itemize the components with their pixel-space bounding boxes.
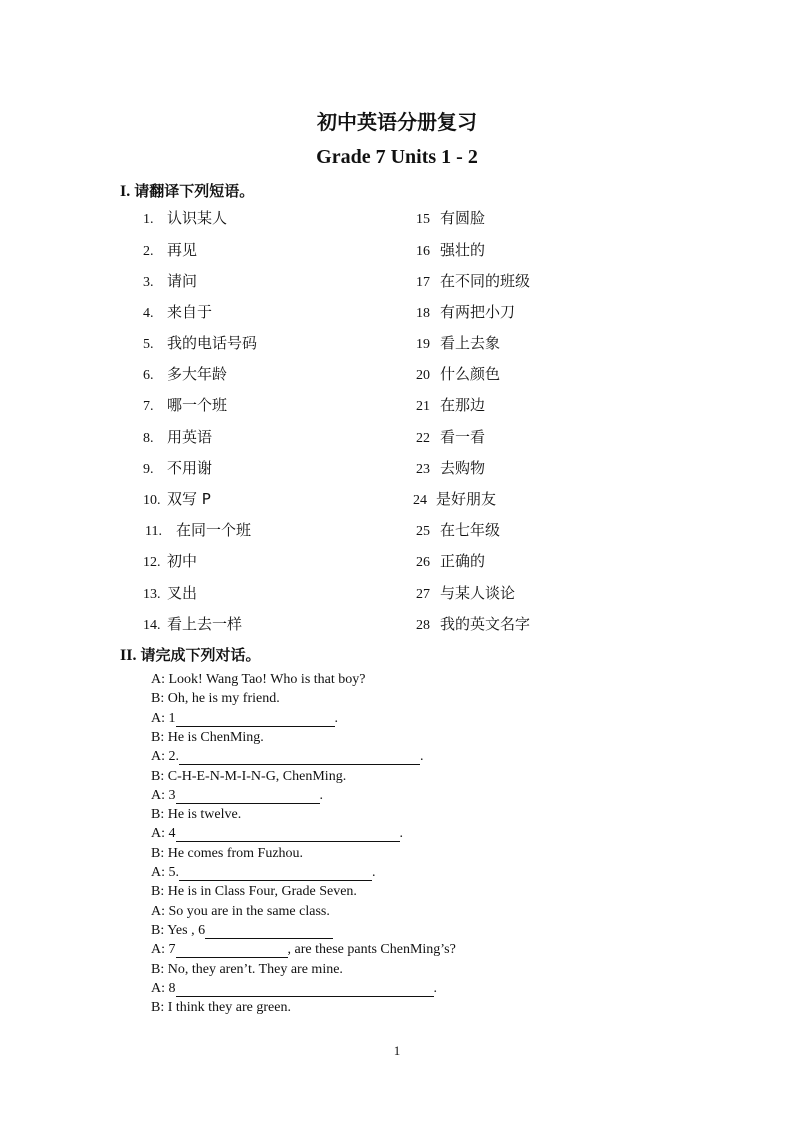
right-item xyxy=(416,267,530,291)
right-item xyxy=(416,610,530,634)
item-phrase: 来自于 xyxy=(167,303,213,321)
dialogue-text: B: C-H-E-N-M-I-N-G, ChenMing. xyxy=(151,768,347,784)
dialogue-blank[interactable] xyxy=(205,924,333,939)
item-phrase: 什么颜色 xyxy=(440,365,501,383)
dialogue-text-tail: . xyxy=(433,980,437,996)
dialogue-blank[interactable] xyxy=(176,827,400,842)
item-phrase: 有两把小刀 xyxy=(440,303,516,321)
item-phrase: 强壮的 xyxy=(440,241,486,259)
item-number: 25 xyxy=(416,524,430,539)
item-phrase: 用英语 xyxy=(167,428,213,446)
section-2-text: 请完成下列对话。 xyxy=(140,646,261,664)
left-item xyxy=(143,267,197,291)
dialogue-line xyxy=(151,669,365,688)
item-number: 22 xyxy=(416,431,430,446)
dialogue-line xyxy=(151,997,291,1016)
right-item xyxy=(416,516,500,540)
dialogue-text: B: Oh, he is my friend. xyxy=(151,691,280,707)
dialogue-text: B: No, they aren’t. They are mine. xyxy=(151,961,343,977)
dialogue-line xyxy=(151,823,403,842)
dialogue-text: A: 5. xyxy=(151,865,179,880)
dialogue-line xyxy=(151,978,437,997)
dialogue-line xyxy=(151,804,241,823)
left-item xyxy=(143,391,227,415)
right-item xyxy=(416,547,485,571)
item-number: 1. xyxy=(143,212,154,227)
item-phrase: 看上去象 xyxy=(440,334,501,352)
right-item xyxy=(416,298,515,322)
dialogue-line xyxy=(151,727,264,746)
item-number: 15 xyxy=(416,212,430,227)
dialogue-text: A: 4 xyxy=(151,826,176,842)
page-title-en: Grade 7 Units 1 - 2 xyxy=(316,146,478,168)
item-number: 23 xyxy=(416,462,430,477)
dialogue-blank[interactable] xyxy=(179,866,372,881)
left-item xyxy=(143,298,212,322)
right-item xyxy=(416,204,485,228)
left-item xyxy=(143,547,197,571)
left-item xyxy=(143,579,197,603)
item-number: 27 xyxy=(416,587,430,602)
item-phrase: 看上去一样 xyxy=(167,615,243,633)
dialogue-line xyxy=(151,939,456,958)
item-number: 4. xyxy=(143,306,154,321)
item-number: 6. xyxy=(143,368,154,383)
item-phrase: 再见 xyxy=(167,241,198,259)
item-number: 5. xyxy=(143,337,154,352)
dialogue-line xyxy=(151,785,323,804)
item-phrase: 是好朋友 xyxy=(436,490,497,508)
item-phrase: 在不同的班级 xyxy=(440,272,531,290)
dialogue-text-tail: . xyxy=(399,826,403,842)
item-number: 8. xyxy=(143,431,154,446)
dialogue-line xyxy=(151,708,338,727)
item-number: 18 xyxy=(416,306,430,321)
item-number: 17 xyxy=(416,275,430,290)
item-number: 12. xyxy=(143,555,161,570)
dialogue-text: B: He is ChenMing. xyxy=(151,729,264,745)
dialogue-text: A: Look! Wang Tao! Who is that boy? xyxy=(151,672,366,687)
right-item xyxy=(416,329,500,353)
item-number: 3. xyxy=(143,275,154,290)
dialogue-text-tail: . xyxy=(420,749,424,765)
dialogue-line xyxy=(151,959,343,978)
right-item xyxy=(416,360,500,384)
dialogue-text: A: 2. xyxy=(151,749,179,765)
item-phrase: 叉出 xyxy=(167,584,198,602)
right-item xyxy=(416,423,485,447)
dialogue-text: A: 1 xyxy=(151,710,176,726)
item-phrase: 多大年龄 xyxy=(167,365,228,383)
dialogue-blank[interactable] xyxy=(176,712,335,727)
item-number: 7. xyxy=(143,399,154,414)
item-phrase: 我的电话号码 xyxy=(167,334,258,352)
item-phrase: 双写 P xyxy=(167,490,211,508)
item-phrase: 在同一个班 xyxy=(176,521,252,539)
item-phrase: 去购物 xyxy=(440,459,486,477)
right-item xyxy=(416,236,485,260)
left-item xyxy=(143,454,212,478)
section-2-heading xyxy=(120,644,260,665)
dialogue-line xyxy=(151,843,303,862)
page-title-cn: 初中英语分册复习 xyxy=(317,110,477,134)
item-number: 28 xyxy=(416,618,430,633)
item-phrase: 与某人谈论 xyxy=(440,584,516,602)
item-number: 10. xyxy=(143,493,161,508)
right-item xyxy=(416,454,485,478)
item-number: 16 xyxy=(416,244,430,259)
dialogue-text-tail: , are these pants ChenMing’s? xyxy=(287,942,456,958)
section-2-number: II. xyxy=(120,647,137,664)
item-number: 13. xyxy=(143,587,161,602)
left-item xyxy=(143,236,197,260)
item-phrase: 在那边 xyxy=(440,396,486,414)
item-number: 11. xyxy=(145,524,162,539)
dialogue-blank[interactable] xyxy=(179,750,420,765)
item-number: 14. xyxy=(143,618,161,633)
item-phrase: 哪一个班 xyxy=(167,396,228,414)
item-number: 9. xyxy=(143,462,154,477)
dialogue-line xyxy=(151,901,330,920)
page-number: 1 xyxy=(393,1043,401,1058)
item-phrase: 初中 xyxy=(167,552,198,570)
right-item xyxy=(416,579,515,603)
dialogue-text: A: 8 xyxy=(151,980,176,996)
right-item xyxy=(413,485,496,509)
section-1-text: 请翻译下列短语。 xyxy=(134,182,255,200)
left-item xyxy=(145,516,251,540)
left-item xyxy=(143,485,211,509)
left-item xyxy=(143,423,212,447)
item-phrase: 正确的 xyxy=(440,552,486,570)
item-number: 2. xyxy=(143,244,154,259)
left-item xyxy=(143,204,227,228)
item-phrase: 认识某人 xyxy=(167,209,228,227)
dialogue-text: B: I think they are green. xyxy=(151,1000,291,1016)
dialogue-blank[interactable] xyxy=(176,789,320,804)
dialogue-line xyxy=(151,766,346,785)
dialogue-line xyxy=(151,920,333,939)
dialogue-line xyxy=(151,688,280,707)
section-1-heading xyxy=(120,180,254,201)
dialogue-line xyxy=(151,862,376,881)
item-number: 26 xyxy=(416,555,430,570)
dialogue-text: B: He is twelve. xyxy=(151,807,242,823)
dialogue-text: A: 7 xyxy=(151,942,176,958)
item-phrase: 在七年级 xyxy=(440,521,501,539)
item-number: 19 xyxy=(416,337,430,352)
dialogue-text: B: He is in Class Four, Grade Seven. xyxy=(151,884,357,900)
dialogue-text-tail: . xyxy=(372,865,376,880)
right-item xyxy=(416,391,485,415)
left-item xyxy=(143,329,257,353)
item-phrase: 看一看 xyxy=(440,428,486,446)
dialogue-text: A: So you are in the same class. xyxy=(151,903,330,919)
section-1-number: I. xyxy=(120,183,131,200)
dialogue-text: B: He comes from Fuzhou. xyxy=(151,845,304,861)
dialogue-blank[interactable] xyxy=(176,982,434,997)
item-number: 21 xyxy=(416,399,430,414)
item-number: 20 xyxy=(416,368,430,383)
item-phrase: 不用谢 xyxy=(167,459,213,477)
dialogue-text-tail: . xyxy=(319,787,323,803)
dialogue-line xyxy=(151,746,424,765)
item-phrase: 有圆脸 xyxy=(440,209,486,227)
dialogue-blank[interactable] xyxy=(176,943,288,958)
item-phrase: 我的英文名字 xyxy=(440,615,531,633)
item-number: 24 xyxy=(413,493,427,508)
left-item xyxy=(143,610,242,634)
dialogue-text-tail: . xyxy=(334,710,338,726)
dialogue-text: B: Yes , 6 xyxy=(151,922,206,938)
dialogue-text: A: 3 xyxy=(151,787,176,803)
left-item xyxy=(143,360,227,384)
dialogue-line xyxy=(151,881,357,900)
item-phrase: 请问 xyxy=(167,272,198,290)
